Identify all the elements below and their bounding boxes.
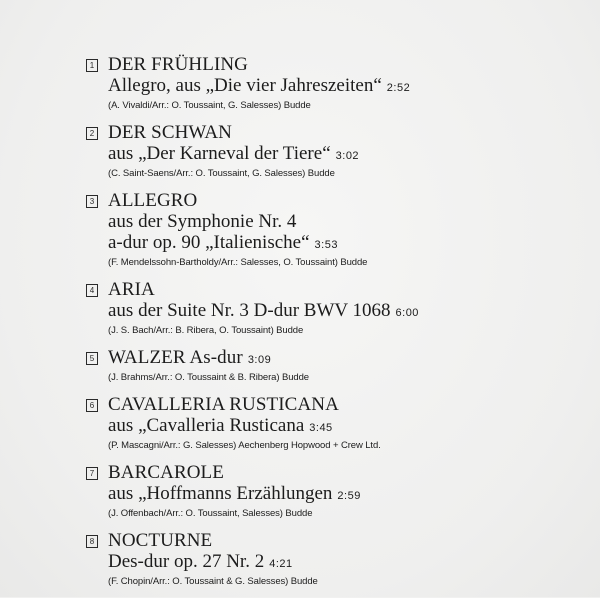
track-duration: 4:21 <box>269 558 293 570</box>
track-subtitle-text: aus „Hoffmanns Erzählungen <box>108 483 333 504</box>
track-number-box: 3 <box>86 195 98 208</box>
track-list <box>86 54 586 598</box>
track-title <box>108 462 586 483</box>
track-subtitle-text: Des-dur op. 27 Nr. 2 <box>108 551 265 572</box>
track-subtitle-text: Allegro, aus „Die vier Jahreszeiten“ <box>108 75 382 96</box>
track-credit: (F. Chopin/Arr.: O. Toussaint & G. Salesses) Budde <box>108 576 318 587</box>
track-subtitle-text: aus der Symphonie Nr. 4 <box>108 211 297 232</box>
track-title-text: ARIA <box>108 279 155 300</box>
track-number-box: 1 <box>86 59 98 72</box>
track-title <box>108 54 586 75</box>
track-subtitle-line <box>108 143 586 167</box>
track-item <box>86 530 586 589</box>
track-duration: 3:09 <box>247 354 272 366</box>
track-item <box>86 462 586 521</box>
track-title-text: BARCAROLE <box>108 462 224 483</box>
track-duration: 2:52 <box>386 82 411 94</box>
track-item <box>86 394 586 453</box>
track-subtitle-line <box>108 551 586 575</box>
track-credit: (F. Mendelssohn-Bartholdy/Arr.: Salesses, O. Toussaint) Budde <box>108 257 368 268</box>
track-duration: 3:45 <box>309 422 333 434</box>
track-subtitle-line <box>108 232 586 256</box>
track-item <box>86 190 586 270</box>
track-item <box>86 279 586 338</box>
track-item <box>86 347 586 385</box>
track-subtitle-text: aus „Cavalleria Rusticana <box>108 415 305 436</box>
track-credit: (J. Brahms/Arr.: O. Toussaint & B. Ribera) Budde <box>108 372 309 383</box>
track-subtitle-line <box>108 415 586 439</box>
track-subtitle-line <box>108 300 586 324</box>
track-subtitle-text: a-dur op. 90 „Italienische“ <box>108 232 310 253</box>
track-title <box>108 122 586 143</box>
track-number-box: 5 <box>86 352 98 365</box>
track-credit: (J. S. Bach/Arr.: B. Ribera, O. Toussaint) Budde <box>108 325 304 336</box>
track-number-box: 8 <box>86 535 98 548</box>
track-title-text: DER SCHWAN <box>108 122 232 143</box>
track-subtitle-line <box>108 75 586 99</box>
track-item <box>86 54 586 113</box>
track-title <box>108 190 586 211</box>
track-duration: 3:02 <box>335 150 360 162</box>
track-title <box>108 394 586 415</box>
track-subtitle-text: aus „Der Karneval der Tiere“ <box>108 143 331 164</box>
track-number-box: 2 <box>86 127 98 140</box>
track-title <box>108 347 586 371</box>
track-title <box>108 279 586 300</box>
track-title-text: CAVALLERIA RUSTICANA <box>108 394 339 415</box>
track-credit: (P. Mascagni/Arr.: G. Salesses) Aechenberg Hopwood + Crew Ltd. <box>108 440 381 451</box>
track-credit: (C. Saint-Saens/Arr.: O. Toussaint, G. Salesses) Budde <box>108 168 335 179</box>
track-title-text: DER FRÜHLING <box>108 54 249 75</box>
track-title-text: ALLEGRO <box>108 190 198 211</box>
track-duration: 2:59 <box>337 490 361 502</box>
track-duration: 3:53 <box>314 239 338 251</box>
track-title <box>108 530 586 551</box>
track-title-text: WALZER As-dur <box>108 347 243 368</box>
track-number-box: 7 <box>86 467 98 480</box>
track-title-text: NOCTURNE <box>108 530 213 551</box>
track-duration: 6:00 <box>395 307 419 319</box>
track-subtitle-text: aus der Suite Nr. 3 D-dur BWV 1068 <box>108 300 391 321</box>
track-credit: (J. Offenbach/Arr.: O. Toussaint, Salesses) Budde <box>108 508 313 519</box>
track-subtitle-line <box>108 211 586 232</box>
track-item <box>86 122 586 181</box>
track-credit: (A. Vivaldi/Arr.: O. Toussaint, G. Salesses) Budde <box>108 100 311 111</box>
track-subtitle-line <box>108 483 586 507</box>
track-number-box: 6 <box>86 399 98 412</box>
track-number-box: 4 <box>86 284 98 297</box>
